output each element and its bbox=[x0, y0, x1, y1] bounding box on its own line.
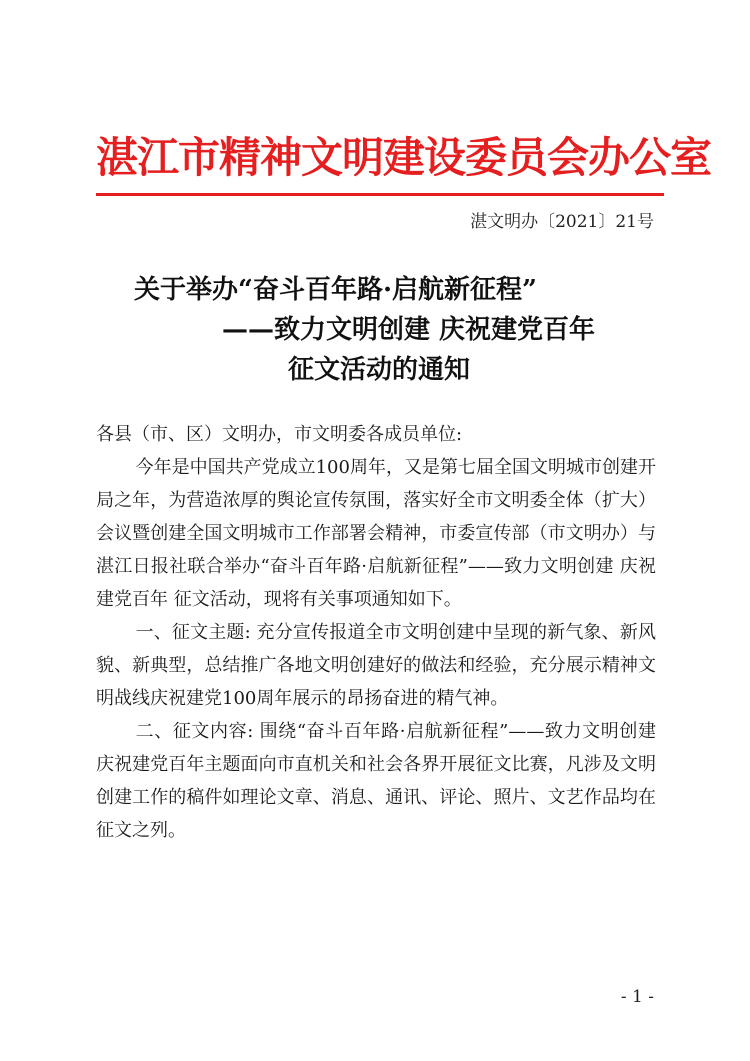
title-line-3: 征文活动的通知 bbox=[288, 355, 471, 385]
paragraph-intro: 今年是中国共产党成立100周年，又是第七届全国文明城市创建开局之年，为营造浓厚的舆论宣传氛围，落实好全市文明委全体（扩大）会议暨创建全国文明城市工作部署会精神，市委宣传部（市文明办）与湛江日报社联合举办“奋斗百年路·启航新征程”——致力文明创建 庆祝建党百年 征文活动，现将有关事项通知如下。 bbox=[96, 457, 656, 610]
title-line-1: 关于举办“奋斗百年路·启航新征程” bbox=[134, 275, 537, 305]
salutation: 各县（市、区）文明办，市文明委各成员单位: bbox=[96, 424, 463, 445]
title-line-2: ——致力文明创建 庆祝建党百年 bbox=[222, 315, 596, 345]
document-body bbox=[96, 418, 656, 847]
paragraph-theme: 一、征文主题: 充分宣传报道全市文明创建中呈现的新气象、新风貌、新典型，总结推广各地文明创建好的做法和经验，充分展示精神文明战线庆祝建党100周年展示的昂扬奋进的精气神。 bbox=[96, 622, 656, 709]
red-divider-line bbox=[96, 193, 664, 196]
paragraph-content: 二、征文内容: 围绕“奋斗百年路·启航新征程”——致力文明创建 庆祝建党百年主题面向市直机关和社会各界开展征文比赛，凡涉及文明创建工作的稿件如理论文章、消息、通讯、评论、照片、文艺作品均在征文之列。 bbox=[96, 721, 656, 841]
page-number: - 1 - bbox=[620, 987, 654, 1007]
issuer-header: 湛江市精神文明建设委员会办公室 bbox=[96, 133, 712, 182]
document-number: 湛文明办〔2021〕21号 bbox=[470, 212, 654, 232]
document-title bbox=[96, 270, 656, 390]
